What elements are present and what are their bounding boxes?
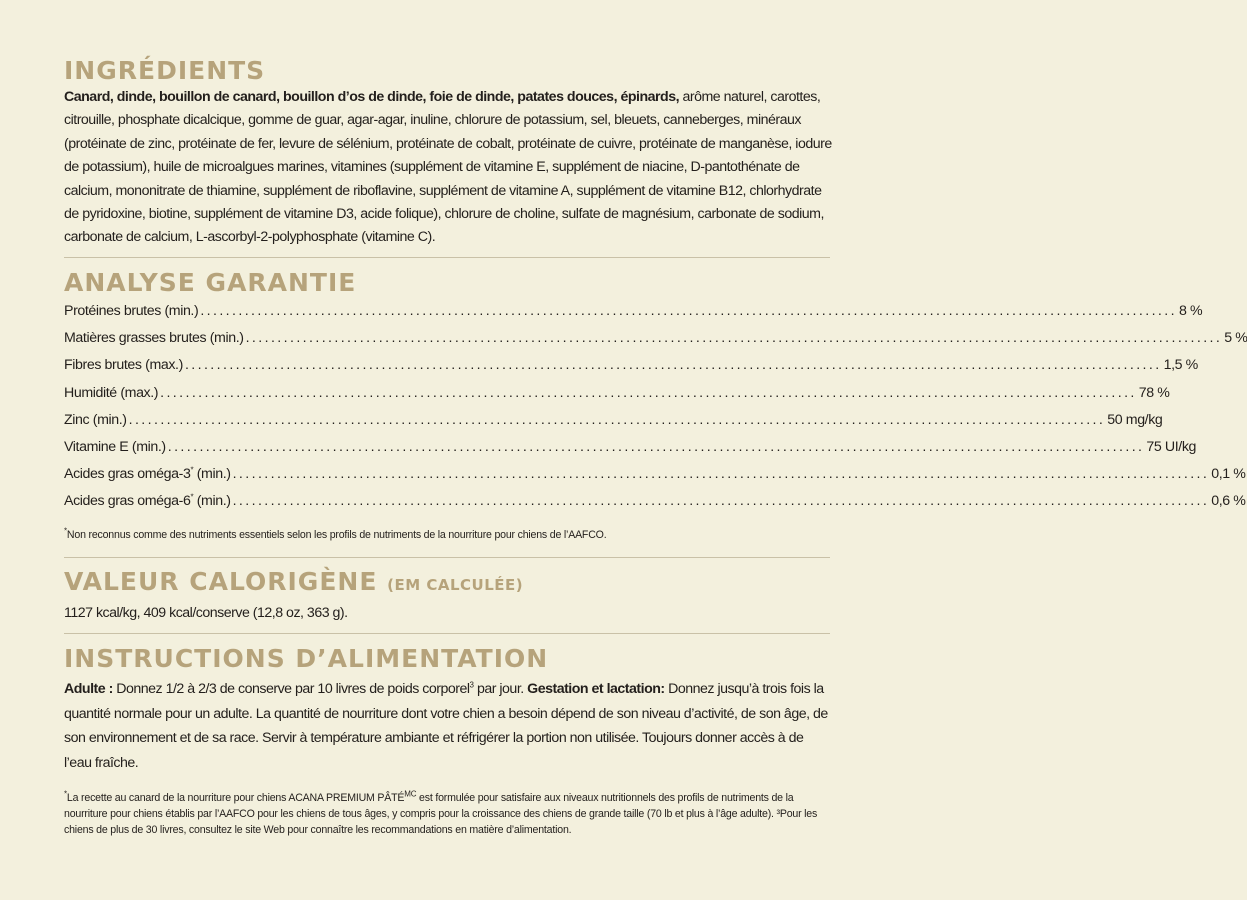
divider-2 <box>64 557 830 558</box>
calorie-subtitle: (EM CALCULÉE) <box>387 576 524 594</box>
analysis-row <box>64 298 1203 325</box>
analysis-row <box>64 488 1246 515</box>
gestation-label: Gestation et lactation: <box>527 681 665 697</box>
footnote-mark: * <box>64 789 67 799</box>
divider-3 <box>64 633 830 634</box>
leader-dots: .......................................................................................................................................................... <box>167 438 1145 455</box>
footnote-mark: * <box>190 492 194 502</box>
leader-dots: .......................................................................................................................................................... <box>160 384 1137 401</box>
leader-dots: .......................................................................................................................................................... <box>245 330 1223 347</box>
feeding-section <box>64 644 830 838</box>
analysis-row <box>64 407 1163 434</box>
analysis-value: 0,1 % <box>1211 466 1246 483</box>
footnote-mark: * <box>64 525 67 535</box>
analysis-label: Protéines brutes (min.) <box>64 303 199 319</box>
analysis-heading: ANALYSE GARANTIE <box>64 268 357 297</box>
analysis-value: 50 mg/kg <box>1107 411 1163 428</box>
footnote-mark: * <box>190 465 194 475</box>
ingredients-section <box>64 56 836 250</box>
leader-dots: .......................................................................................................................................................... <box>128 411 1106 428</box>
analysis-value: 78 % <box>1138 384 1170 401</box>
analysis-section <box>64 268 1247 543</box>
analysis-value: 0,6 % <box>1211 493 1246 510</box>
divider-1 <box>64 257 830 258</box>
analysis-value: 1,5 % <box>1163 357 1198 374</box>
ingredients-rest: arôme naturel, carottes, citrouille, phosphate dicalcique, gomme de guar, agar-agar, inuline, chlorure de potassium, sel, bleuets, canneberges, minéraux (protéinate de zinc, protéinate de fer, levure de sélénium, protéinate de cobalt, protéinate de cuivre, protéinate de manganèse, iodure de potassium), huile de microalgues marines, vitamines (supplément de vitamine E, supplément de niacine, D-pantothénate de calcium, mononitrate de thiamine, supplément de riboflavine, supplément de vitamine A, supplément de vitamine B12, chlorhydrate de pyridoxine, biotine, supplément de vitamine D3, acide folique), chlorure de choline, sulfate de magnésium, carbonate de sodium, carbonate de calcium, L-ascorbyl-2-polyphosphate (vitamine C). <box>64 89 832 246</box>
analysis-row <box>64 325 1247 352</box>
feeding-footnote: *La recette au canard de la nourriture pour chiens ACANA PREMIUM $PÂTÉ^{MC}$ est formulée pour satisfaire aux niveaux nutritionnels des profils de nutriments de la nourriture pour chiens établis par l’AAFCO pour les chiens de tous âges, y compris pour la croissance des chiens de grande taille (70 lb et plus à l’âge adulte). ³Pour les chiens de plus de 30 livres, consultez le site Web pour connaître les recommandations en matière d’alimentation. <box>64 789 818 837</box>
leader-dots: .......................................................................................................................................................... <box>232 466 1210 483</box>
analysis-label: Matières grasses brutes (min.) <box>64 330 244 347</box>
ingredients-text <box>64 86 836 250</box>
leader-dots: .......................................................................................................................................................... <box>184 357 1162 374</box>
analysis-footnote: *Non reconnus comme des nutriments essentiels selon les profils de nutriments de la nourriture pour chiens de l’AAFCO. <box>64 525 607 541</box>
analysis-value: 75 UI/kg <box>1146 438 1197 455</box>
analysis-label: Vitamine E (min.) <box>64 438 166 455</box>
feeding-text: Adulte : Donnez 1/2 à 2/3 de conserve par 10 livres de poids corporel$^3$ par jour. Gestation et lactation: Donnez jusqu’à trois fois la quantité normale pour un adulte. La quantité de nourriture dont votre chien a besoin dépend de son niveau d’activité, de son âge, de son environnement et de sa race. Servir à température ambiante et réfrigérer la portion non utilisée. Toujours donner accès à de l’eau fraîche. <box>64 680 828 771</box>
analysis-row <box>64 434 1197 461</box>
analysis-label: Acides gras oméga-6* (min.) <box>64 492 231 510</box>
analysis-label: Humidité (max.) <box>64 384 159 401</box>
analysis-value: 8 % <box>1178 303 1203 319</box>
feeding-heading: INSTRUCTIONS D’ALIMENTATION <box>64 644 549 673</box>
analysis-table <box>64 298 1247 516</box>
analysis-label: Acides gras oméga-3* (min.) <box>64 465 231 483</box>
trademark-mark: MC <box>404 789 417 799</box>
calorie-section <box>64 567 830 625</box>
footnote-mark: 3 <box>469 680 474 690</box>
analysis-row <box>64 352 1198 379</box>
ingredients-heading: INGRÉDIENTS <box>64 56 266 85</box>
analysis-label: Fibres brutes (max.) <box>64 357 183 374</box>
calorie-text: 1127 kcal/kg, 409 kcal/conserve (12,8 oz, 363 g). <box>64 605 348 621</box>
analysis-row <box>64 380 1170 407</box>
analysis-label: Zinc (min.) <box>64 411 127 428</box>
leader-dots: .......................................................................................................................................................... <box>232 493 1210 510</box>
calorie-heading <box>64 567 830 600</box>
adult-label: Adulte : <box>64 681 113 697</box>
ingredients-main: Canard, dinde, bouillon de canard, bouillon d’os de dinde, foie de dinde, patates douces, épinards, <box>64 89 680 105</box>
analysis-row <box>64 461 1246 488</box>
analysis-value: 5 % <box>1224 330 1247 347</box>
leader-dots: .......................................................................................................................................................... <box>200 303 1177 319</box>
calorie-title: VALEUR CALORIGÈNE <box>64 567 378 596</box>
